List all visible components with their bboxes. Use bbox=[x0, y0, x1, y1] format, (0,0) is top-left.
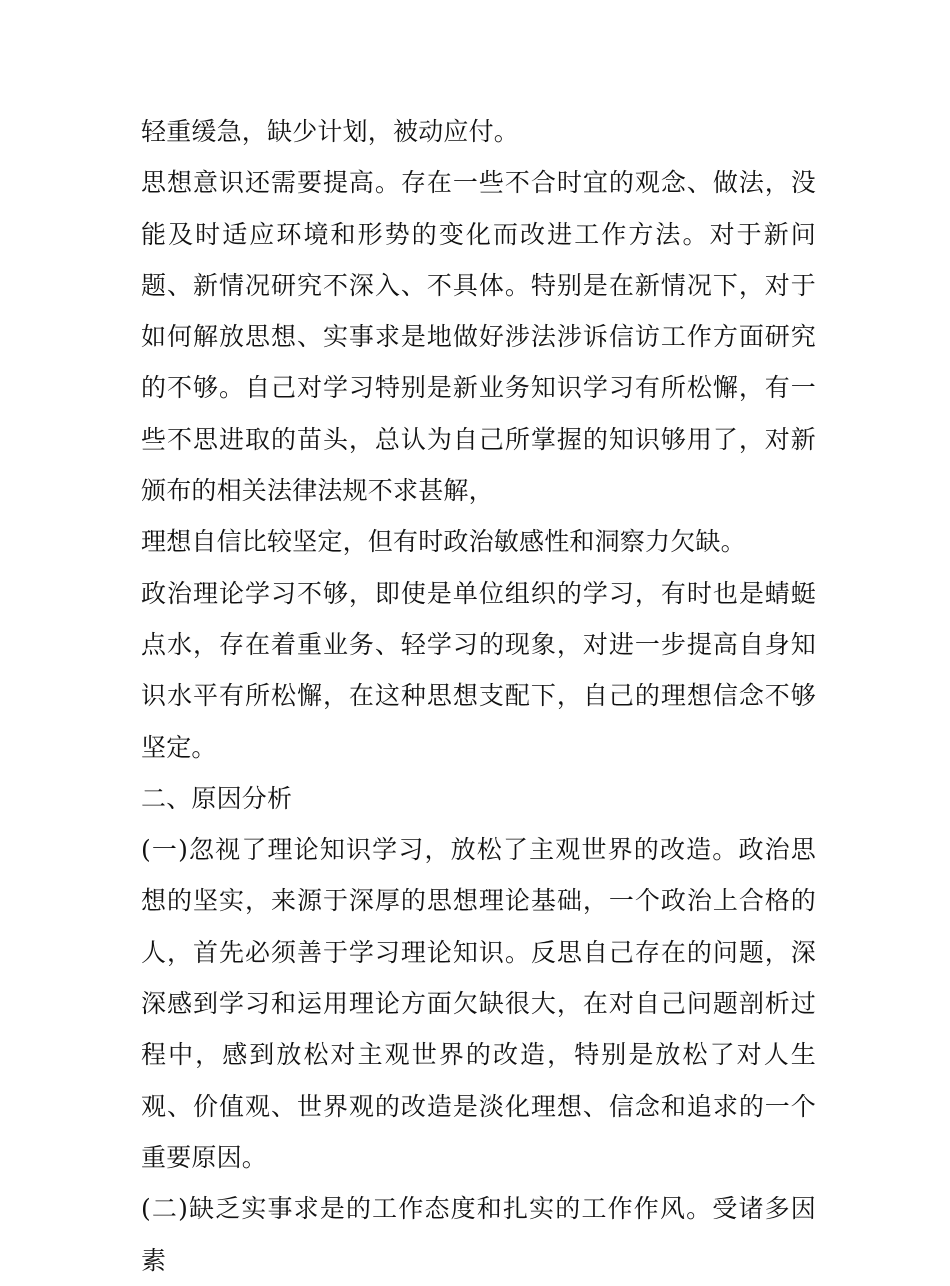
section-heading-cause-analysis: 二、原因分析 bbox=[141, 783, 293, 813]
paragraph-continuation: 轻重缓急，缺少计划，被动应付。 bbox=[141, 117, 520, 146]
paragraph-political-theory: 政治理论学习不够，即使是单位组织的学习，有时也是蜻蜓点水，存在着重业务、轻学习的现象，对进一步提高自身知识水平有所松懈，在这种思想支配下，自己的理想信念不够坚定。 bbox=[141, 578, 816, 762]
paragraph-cause-two: (二)缺乏实事求是的工作态度和扎实的工作作风。受诸多因素 bbox=[141, 1194, 816, 1275]
paragraph-thinking-awareness: 思想意识还需要提高。存在一些不合时宜的观念、做法，没能及时适应环境和形势的变化而改进工作方法。对于新问题、新情况研究不深入、不具体。特别是在新情况下，对于如何解放思想、实事求是地做好涉法涉诉信访工作方面研究的不够。自己对学习特别是新业务知识学习有所松懈，有一些不思进取的苗头，总认为自己所掌握的知识够用了，对新颁布的相关法律法规不求甚解， bbox=[141, 168, 816, 506]
document-body bbox=[141, 106, 816, 1286]
paragraph-cause-one: (一)忽视了理论知识学习，放松了主观世界的改造。政治思想的坚实，来源于深厚的思想理论基础，一个政治上合格的人，首先必须善于学习理论知识。反思自己存在的问题，深深感到学习和运用理论方面欠缺很大，在对自己问题剖析过程中，感到放松对主观世界的改造，特别是放松了对人生观、价值观、世界观的改造是淡化理想、信念和追求的一个重要原因。 bbox=[141, 835, 816, 1172]
paragraph-ideal-confidence: 理想自信比较坚定，但有时政治敏感性和洞察力欠缺。 bbox=[141, 527, 746, 557]
